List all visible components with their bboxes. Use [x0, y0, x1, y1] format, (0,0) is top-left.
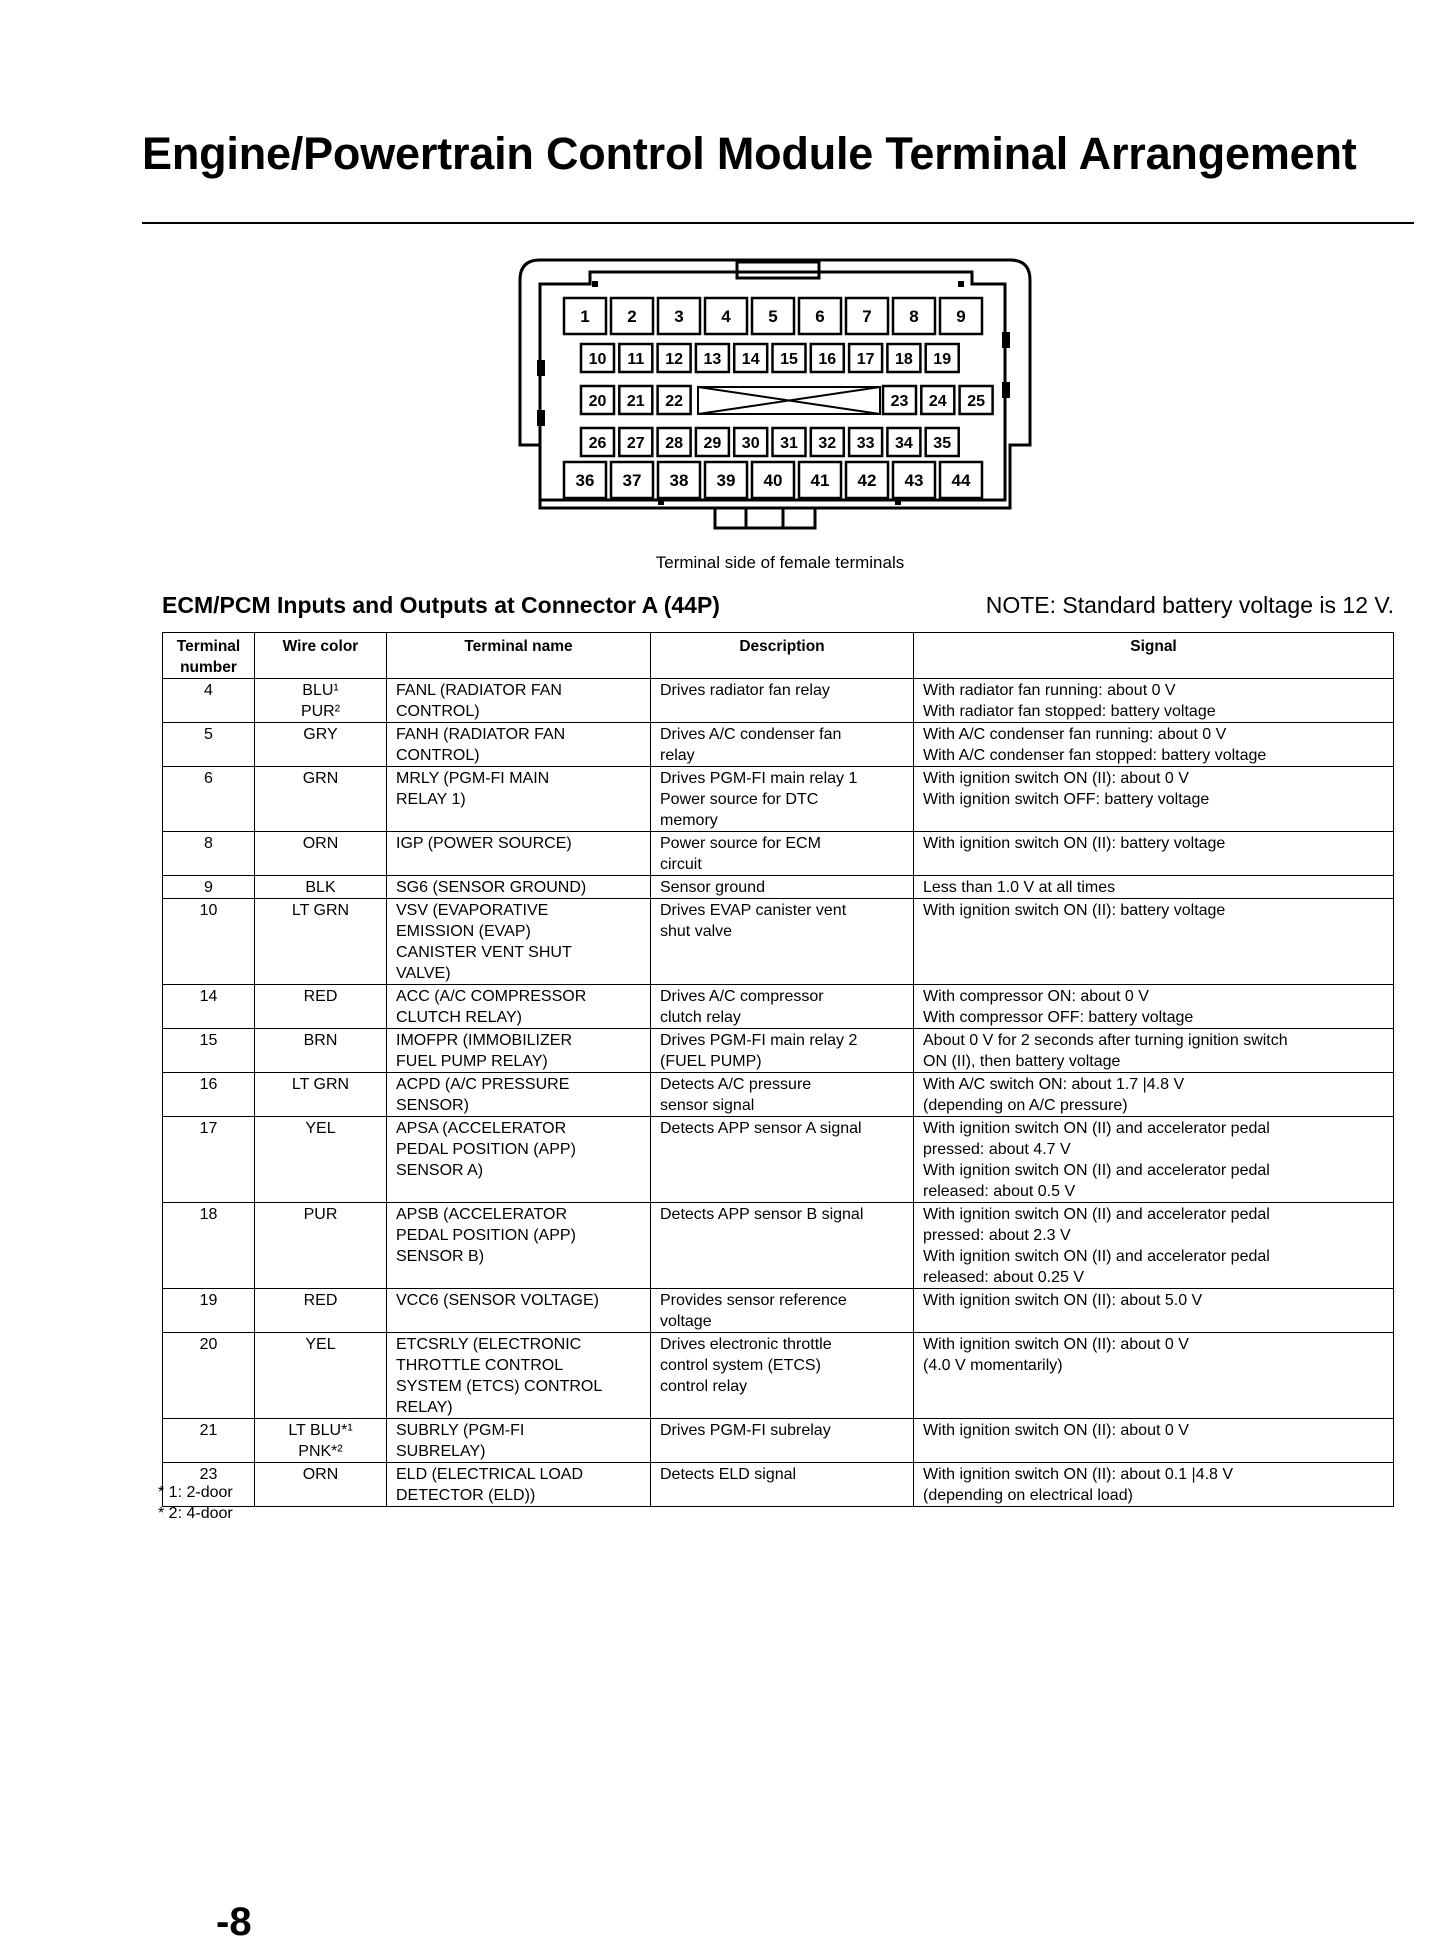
cell-description: Drives electronic throttle control system (ETCS) control relay: [651, 1333, 914, 1419]
table-row: [163, 1029, 1394, 1073]
terminal-number-label: 12: [665, 350, 683, 368]
terminal-number-label: 42: [857, 471, 877, 491]
terminal-number-label: 15: [780, 350, 798, 368]
terminal-number-label: 34: [895, 434, 913, 452]
cell-terminal-name: ACPD (A/C PRESSURE SENSOR): [387, 1073, 651, 1117]
table-row: [163, 832, 1394, 876]
col-terminal-number: Terminal number: [163, 633, 255, 679]
table-row: [163, 1203, 1394, 1289]
connector-diagram: [510, 250, 1050, 540]
cell-wire-color: YEL: [255, 1333, 387, 1419]
terminal-number-label: 37: [622, 471, 642, 491]
cell-signal: With ignition switch ON (II): battery voltage: [914, 899, 1394, 985]
terminal-number-label: 7: [862, 307, 872, 327]
terminal-number-label: 14: [741, 350, 760, 368]
cell-terminal-number: 18: [163, 1203, 255, 1289]
cell-terminal-number: 16: [163, 1073, 255, 1117]
cell-wire-color: BLU¹ PUR²: [255, 679, 387, 723]
terminal-number-label: 16: [818, 350, 837, 368]
cell-description: Provides sensor reference voltage: [651, 1289, 914, 1333]
terminal-number-label: 38: [669, 471, 689, 491]
table-row: [163, 1073, 1394, 1117]
cell-terminal-number: 20: [163, 1333, 255, 1419]
table-row: [163, 679, 1394, 723]
cell-description: Drives PGM-FI subrelay: [651, 1419, 914, 1463]
terminal-table: [162, 632, 1394, 1507]
terminal-number-label: 25: [967, 392, 985, 410]
cell-terminal-name: ELD (ELECTRICAL LOAD DETECTOR (ELD)): [387, 1463, 651, 1507]
cell-terminal-name: FANL (RADIATOR FAN CONTROL): [387, 679, 651, 723]
cell-wire-color: RED: [255, 985, 387, 1029]
cell-terminal-number: 8: [163, 832, 255, 876]
cell-signal: With radiator fan running: about 0 V With radiator fan stopped: battery voltage: [914, 679, 1394, 723]
cell-wire-color: GRY: [255, 723, 387, 767]
cell-terminal-name: IGP (POWER SOURCE): [387, 832, 651, 876]
cell-description: Drives A/C compressor clutch relay: [651, 985, 914, 1029]
col-wire-color: Wire color: [255, 633, 387, 679]
table-row: [163, 1419, 1394, 1463]
table-row: [163, 1463, 1394, 1507]
table-header-row: [163, 633, 1394, 679]
table-row: [163, 723, 1394, 767]
col-terminal-name: Terminal name: [387, 633, 651, 679]
cell-signal: With ignition switch ON (II): about 0 V With ignition switch OFF: battery voltage: [914, 767, 1394, 832]
page-number: -8: [216, 1900, 252, 1944]
terminal-number-label: 43: [904, 471, 924, 491]
terminal-number-label: 30: [741, 434, 760, 452]
terminal-number-label: 19: [933, 350, 952, 368]
section-title: ECM/PCM Inputs and Outputs at Connector A (44P): [162, 592, 720, 618]
cell-terminal-name: ACC (A/C COMPRESSOR CLUTCH RELAY): [387, 985, 651, 1029]
cell-terminal-number: 21: [163, 1419, 255, 1463]
cell-terminal-number: 9: [163, 876, 255, 899]
cell-terminal-name: VCC6 (SENSOR VOLTAGE): [387, 1289, 651, 1333]
cell-terminal-name: MRLY (PGM-FI MAIN RELAY 1): [387, 767, 651, 832]
cell-terminal-number: 17: [163, 1117, 255, 1203]
cell-description: Drives PGM-FI main relay 1 Power source for DTC memory: [651, 767, 914, 832]
terminal-number-label: 32: [818, 434, 837, 452]
table-row: [163, 1117, 1394, 1203]
table-row: [163, 1289, 1394, 1333]
cell-wire-color: LT GRN: [255, 1073, 387, 1117]
cell-wire-color: PUR: [255, 1203, 387, 1289]
cell-description: Detects APP sensor B signal: [651, 1203, 914, 1289]
cell-signal: With A/C switch ON: about 1.7 |4.8 V (depending on A/C pressure): [914, 1073, 1394, 1117]
cell-wire-color: ORN: [255, 1463, 387, 1507]
cell-wire-color: RED: [255, 1289, 387, 1333]
cell-description: Detects APP sensor A signal: [651, 1117, 914, 1203]
cell-terminal-number: 14: [163, 985, 255, 1029]
cell-terminal-name: VSV (EVAPORATIVE EMISSION (EVAP) CANISTER VENT SHUT VALVE): [387, 899, 651, 985]
cell-description: Sensor ground: [651, 876, 914, 899]
terminal-number-label: 40: [763, 471, 783, 491]
terminal-number-label: 41: [810, 471, 830, 491]
cell-terminal-name: SUBRLY (PGM-FI SUBRELAY): [387, 1419, 651, 1463]
cell-description: Drives A/C condenser fan relay: [651, 723, 914, 767]
table-row: [163, 899, 1394, 985]
terminal-number-label: 36: [575, 471, 595, 491]
table-row: [163, 767, 1394, 832]
footnote-2: * 2: 4-door: [158, 1505, 233, 1522]
cell-terminal-name: FANH (RADIATOR FAN CONTROL): [387, 723, 651, 767]
cell-description: Drives radiator fan relay: [651, 679, 914, 723]
cell-signal: With ignition switch ON (II): battery voltage: [914, 832, 1394, 876]
table-row: [163, 876, 1394, 899]
terminal-number-label: 1: [580, 307, 590, 327]
cell-terminal-number: 6: [163, 767, 255, 832]
terminal-number-label: 17: [856, 350, 875, 368]
cell-terminal-number: 5: [163, 723, 255, 767]
terminal-number-label: 3: [674, 307, 684, 327]
col-description: Description: [651, 633, 914, 679]
terminal-number-label: 8: [909, 307, 919, 327]
terminal-number-label: 9: [956, 307, 966, 327]
terminal-number-label: 39: [716, 471, 736, 491]
terminal-number-label: 27: [626, 434, 645, 452]
cell-signal: With ignition switch ON (II): about 0.1 |4.8 V (depending on electrical load): [914, 1463, 1394, 1507]
terminal-number-label: 2: [627, 307, 637, 327]
footnote-1: * 1: 2-door: [158, 1484, 233, 1501]
cell-terminal-number: 23: [163, 1463, 255, 1507]
cell-description: Detects A/C pressure sensor signal: [651, 1073, 914, 1117]
cell-terminal-name: IMOFPR (IMMOBILIZER FUEL PUMP RELAY): [387, 1029, 651, 1073]
terminal-number-label: 6: [815, 307, 825, 327]
cell-signal: With ignition switch ON (II): about 0 V (4.0 V momentarily): [914, 1333, 1394, 1419]
terminal-number-label: 28: [665, 434, 683, 452]
terminal-number-label: 35: [933, 434, 952, 452]
terminal-number-label: 4: [721, 307, 731, 327]
connector-caption: Terminal side of female terminals: [655, 553, 905, 572]
cell-terminal-name: APSB (ACCELERATOR PEDAL POSITION (APP) SENSOR B): [387, 1203, 651, 1289]
terminal-number-label: 23: [890, 392, 909, 410]
cell-terminal-name: SG6 (SENSOR GROUND): [387, 876, 651, 899]
cell-terminal-name: ETCSRLY (ELECTRONIC THROTTLE CONTROL SYSTEM (ETCS) CONTROL RELAY): [387, 1333, 651, 1419]
cell-signal: About 0 V for 2 seconds after turning ignition switch ON (II), then battery voltage: [914, 1029, 1394, 1073]
cell-signal: With A/C condenser fan running: about 0 V With A/C condenser fan stopped: battery voltage: [914, 723, 1394, 767]
cell-wire-color: LT BLU*¹ PNK*²: [255, 1419, 387, 1463]
cell-wire-color: BRN: [255, 1029, 387, 1073]
cell-signal: With ignition switch ON (II): about 0 V: [914, 1419, 1394, 1463]
terminal-number-label: 44: [951, 471, 971, 491]
cell-description: Drives PGM-FI main relay 2 (FUEL PUMP): [651, 1029, 914, 1073]
terminal-number-label: 13: [703, 350, 722, 368]
cell-terminal-number: 4: [163, 679, 255, 723]
cell-terminal-name: APSA (ACCELERATOR PEDAL POSITION (APP) SENSOR A): [387, 1117, 651, 1203]
cell-signal: With ignition switch ON (II) and accelerator pedal pressed: about 2.3 V With ignition switch ON (II) and accelerator pedal released: about 0.25 V: [914, 1203, 1394, 1289]
cell-signal: With compressor ON: about 0 V With compressor OFF: battery voltage: [914, 985, 1394, 1029]
cell-wire-color: GRN: [255, 767, 387, 832]
cell-terminal-number: 10: [163, 899, 255, 985]
terminal-number-label: 29: [703, 434, 722, 452]
terminal-number-label: 21: [626, 392, 645, 410]
terminal-number-label: 33: [856, 434, 875, 452]
cell-wire-color: YEL: [255, 1117, 387, 1203]
cell-description: Power source for ECM circuit: [651, 832, 914, 876]
terminal-number-label: 20: [588, 392, 607, 410]
cell-terminal-number: 19: [163, 1289, 255, 1333]
cell-terminal-number: 15: [163, 1029, 255, 1073]
table-row: [163, 985, 1394, 1029]
cell-signal: With ignition switch ON (II): about 5.0 V: [914, 1289, 1394, 1333]
table-row: [163, 1333, 1394, 1419]
cell-wire-color: BLK: [255, 876, 387, 899]
cell-wire-color: LT GRN: [255, 899, 387, 985]
battery-note: NOTE: Standard battery voltage is 12 V.: [985, 592, 1394, 618]
col-signal: Signal: [914, 633, 1394, 679]
cell-signal: With ignition switch ON (II) and accelerator pedal pressed: about 4.7 V With ignition switch ON (II) and accelerator pedal released: about 0.5 V: [914, 1117, 1394, 1203]
terminal-number-label: 26: [588, 434, 607, 452]
cell-description: Detects ELD signal: [651, 1463, 914, 1507]
terminal-number-label: 22: [665, 392, 683, 410]
terminal-number-label: 31: [780, 434, 798, 452]
terminal-number-label: 10: [588, 350, 607, 368]
title-divider: [142, 222, 1414, 224]
terminal-number-label: 24: [928, 392, 947, 410]
terminal-number-label: 11: [627, 350, 645, 368]
cell-wire-color: ORN: [255, 832, 387, 876]
cell-signal: Less than 1.0 V at all times: [914, 876, 1394, 899]
page-title: Engine/Powertrain Control Module Terminal Arrangement: [142, 128, 1357, 179]
cell-description: Drives EVAP canister vent shut valve: [651, 899, 914, 985]
terminal-number-label: 18: [895, 350, 913, 368]
terminal-number-label: 5: [768, 307, 778, 327]
